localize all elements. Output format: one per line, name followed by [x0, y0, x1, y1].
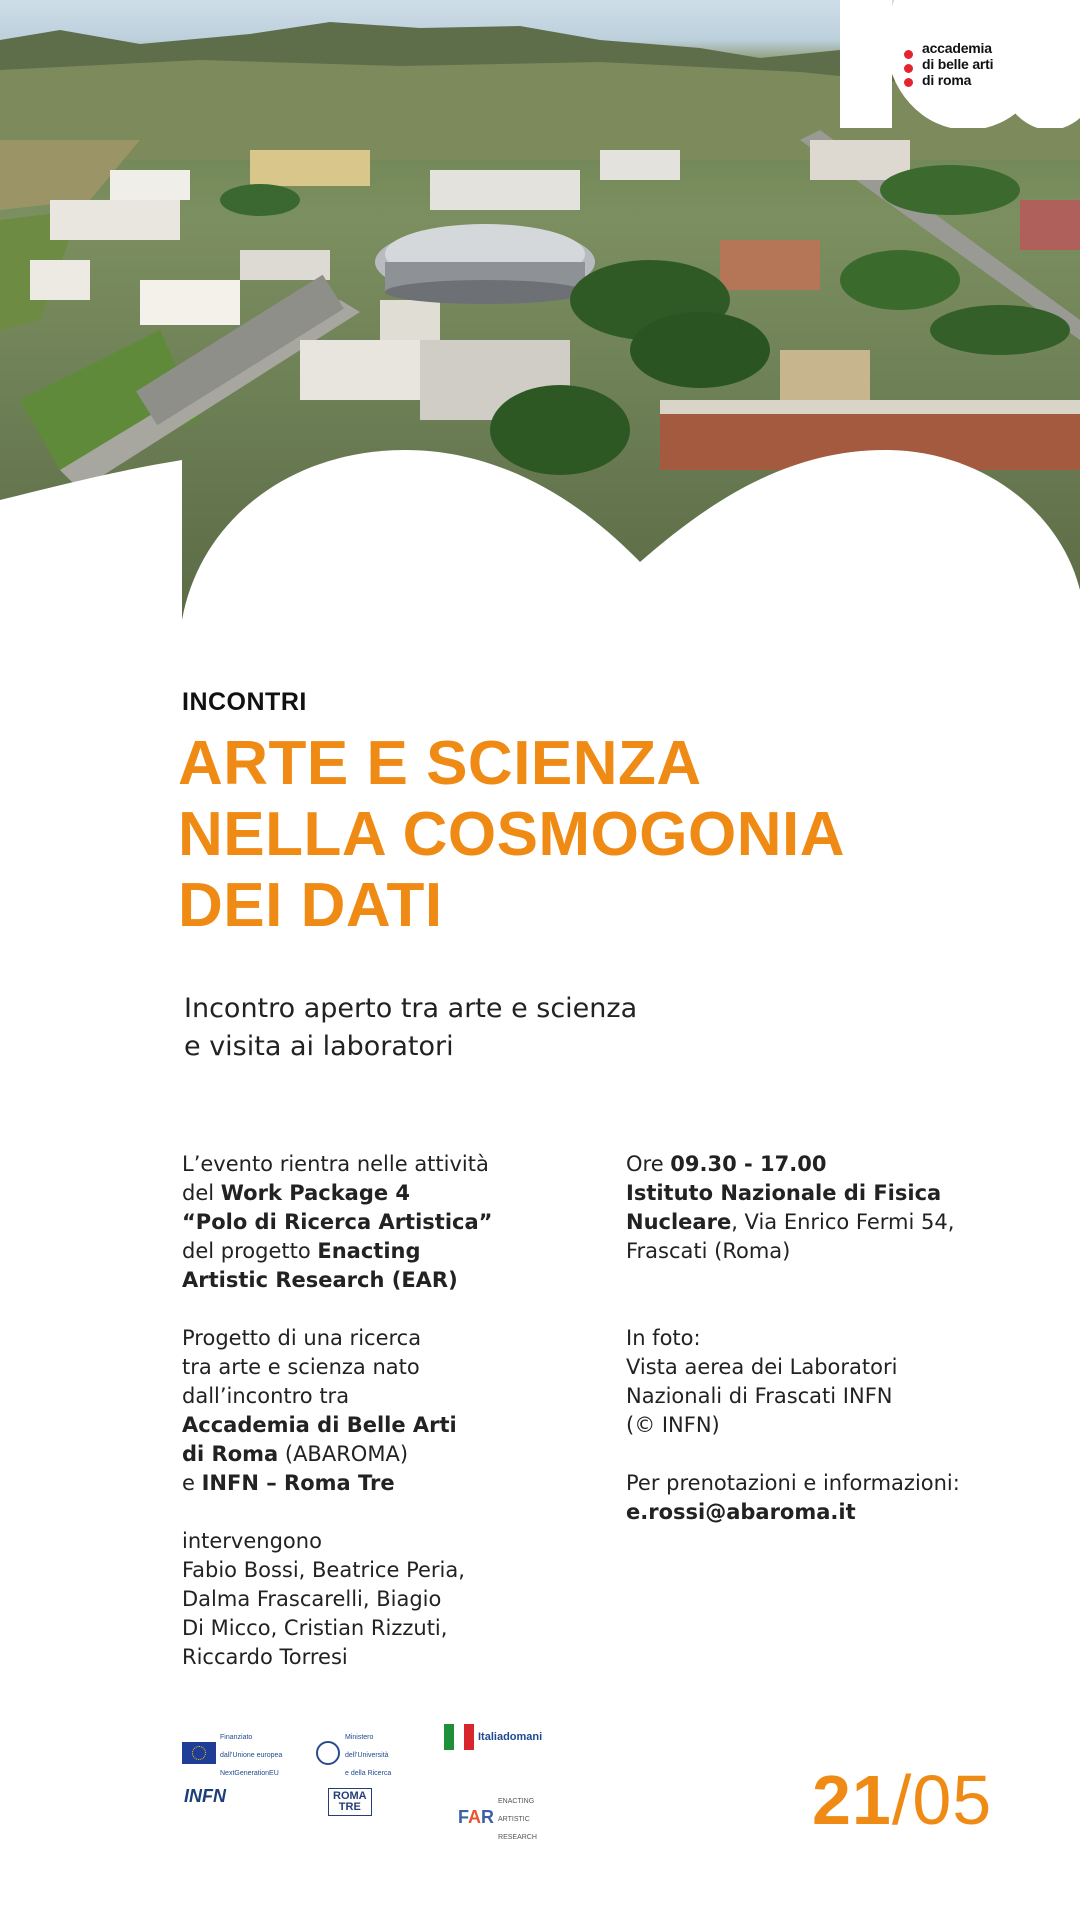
italiadomani-text: Italiadomani	[478, 1731, 543, 1743]
eu-flag-icon	[182, 1742, 216, 1764]
text-line: (ABAROMA)	[278, 1442, 409, 1466]
event-subtitle	[184, 990, 637, 1066]
speaker-line: Di Micco, Cristian Rizzuti,	[182, 1616, 448, 1640]
ear-text: RESEARCH	[498, 1834, 537, 1841]
text-line: dall’incontro tra	[182, 1384, 350, 1408]
ear-text: ARTISTIC	[498, 1816, 530, 1823]
project-name-cont: Artistic Research (EAR)	[182, 1268, 458, 1292]
schedule-paragraph	[626, 1150, 1066, 1266]
partners-paragraph	[182, 1324, 602, 1498]
roma-tre-logo	[328, 1788, 372, 1816]
partner-abaroma-cont: di Roma	[182, 1442, 279, 1466]
date-separator: /	[891, 1761, 913, 1839]
date-day: 21	[812, 1761, 892, 1839]
text-line: e	[182, 1471, 202, 1495]
date-month: 05	[912, 1761, 993, 1839]
photo-caption: Vista aerea dei Laboratori	[626, 1355, 898, 1379]
photo-caption: Nazionali di Frascati INFN	[626, 1384, 893, 1408]
infn-text: INFN	[184, 1786, 226, 1806]
text-line: del	[182, 1181, 221, 1205]
mur-text: dell’Università	[345, 1752, 389, 1759]
photo-credit-paragraph	[626, 1324, 1066, 1440]
text-line: del progetto	[182, 1239, 318, 1263]
roma-tre-text: ROMA	[333, 1790, 367, 1802]
speaker-line: Fabio Bossi, Beatrice Peria,	[182, 1558, 465, 1582]
info-column	[626, 1150, 1066, 1556]
logo-text	[922, 40, 993, 88]
time-label: Ore	[626, 1152, 671, 1176]
eu-logo	[182, 1726, 282, 1780]
description-column	[182, 1150, 602, 1701]
partner-abaroma: Accademia di Belle Arti	[182, 1413, 457, 1437]
polo-ricerca: “Polo di Ricerca Artistica”	[182, 1210, 493, 1234]
photo-copyright: (© INFN)	[626, 1413, 720, 1437]
venue-name: Istituto Nazionale di Fisica	[626, 1181, 942, 1205]
venue-name-cont: Nucleare	[626, 1210, 732, 1234]
ear-logo	[458, 1790, 537, 1844]
venue-address: , Via Enrico Fermi 54,	[731, 1210, 955, 1234]
accademia-logo	[840, 0, 1080, 128]
mur-logo	[316, 1726, 391, 1780]
mur-text: e della Ricerca	[345, 1770, 392, 1777]
partner-infn: INFN – Roma Tre	[201, 1471, 395, 1495]
photo-label: In foto:	[626, 1326, 701, 1350]
title-line-2: NELLA COSMOGONIA	[178, 800, 846, 869]
event-title	[178, 728, 1058, 941]
title-line-1: ARTE E SCIENZA	[178, 729, 702, 798]
project-name: Enacting	[317, 1239, 421, 1263]
roma-tre-mark	[328, 1788, 372, 1816]
text-line: tra arte e scienza nato	[182, 1355, 420, 1379]
booking-paragraph	[626, 1469, 1066, 1527]
subtitle-line-2: e visita ai laboratori	[184, 1031, 454, 1062]
logo-dots-icon	[904, 50, 914, 92]
contact-email[interactable]: e.rossi@abaroma.it	[626, 1500, 856, 1524]
speakers-paragraph	[182, 1527, 602, 1672]
republic-seal-icon	[316, 1741, 340, 1765]
text-line: intervengono	[182, 1529, 322, 1553]
speaker-line: Riccardo Torresi	[182, 1645, 348, 1669]
eu-text: NextGenerationEU	[220, 1770, 279, 1777]
eu-text: dall’Unione europea	[220, 1752, 283, 1759]
sponsor-logos	[182, 1720, 562, 1840]
text-line: Progetto di una ricerca	[182, 1326, 422, 1350]
infn-logo	[184, 1786, 226, 1807]
roma-tre-text: TRE	[338, 1801, 361, 1813]
ear-mark-icon: FAR	[458, 1806, 495, 1827]
logo-line-3: di roma	[922, 72, 972, 88]
italian-flag-icon	[444, 1724, 474, 1750]
text-line: L’evento rientra nelle attività	[182, 1152, 489, 1176]
logo-line-2: di belle arti	[922, 56, 994, 72]
ear-text: ENACTING	[498, 1798, 535, 1805]
subtitle-line-1: Incontro aperto tra arte e scienza	[184, 993, 638, 1024]
title-line-3: DEI DATI	[178, 871, 443, 940]
italiadomani-logo	[444, 1724, 542, 1750]
event-date	[812, 1760, 992, 1840]
mur-text: Ministero	[345, 1734, 374, 1741]
booking-label: Per prenotazioni e informazioni:	[626, 1471, 960, 1495]
event-kicker: INCONTRI	[182, 688, 307, 716]
project-paragraph	[182, 1150, 602, 1295]
event-time: 09.30 - 17.00	[670, 1152, 827, 1176]
venue-city: Frascati (Roma)	[626, 1239, 791, 1263]
logo-line-1: accademia	[922, 40, 992, 56]
eu-text: Finanziato	[220, 1734, 253, 1741]
work-package: Work Package 4	[220, 1181, 411, 1205]
speaker-line: Dalma Frascarelli, Biagio	[182, 1587, 442, 1611]
